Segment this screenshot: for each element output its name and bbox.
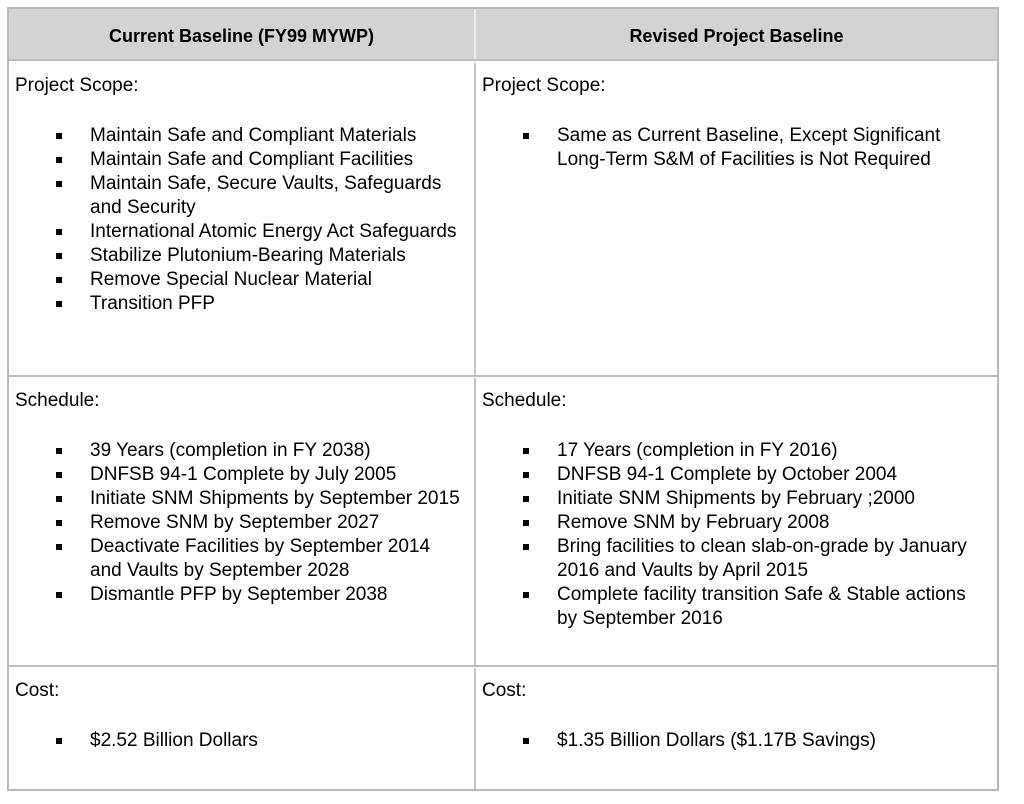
square-bullet-icon: [523, 472, 529, 478]
schedule-row: [9, 378, 997, 667]
revised-cost-label: Cost:: [482, 680, 527, 701]
list-item: [9, 463, 474, 487]
square-bullet-icon: [56, 472, 62, 478]
list-item-text: Same as Current Baseline, Except Significant Long-Term S&M of Facilities is Not Required: [557, 125, 941, 170]
list-item: [476, 463, 997, 487]
list-item-text: Complete facility transition Safe & Stable actions by September 2016: [557, 584, 966, 629]
list-item: [476, 487, 997, 511]
list-item: [9, 220, 474, 244]
list-item: [476, 583, 997, 631]
list-item: [9, 244, 474, 268]
square-bullet-icon: [523, 544, 529, 550]
square-bullet-icon: [56, 229, 62, 235]
square-bullet-icon: [523, 133, 529, 139]
list-item-text: Deactivate Facilities by September 2014 and Vaults by September 2028: [90, 536, 431, 581]
revised-schedule-list: [476, 439, 997, 631]
current-cost-cell: [9, 668, 476, 789]
list-item: [9, 268, 474, 292]
list-item-text: Maintain Safe and Compliant Materials: [90, 125, 417, 146]
list-item-text: $1.35 Billion Dollars ($1.17B Savings): [557, 730, 876, 751]
list-item: [476, 124, 997, 172]
project-scope-row: [9, 63, 997, 377]
square-bullet-icon: [56, 520, 62, 526]
list-item-text: Remove Special Nuclear Material: [90, 269, 372, 290]
square-bullet-icon: [56, 448, 62, 454]
square-bullet-icon: [56, 253, 62, 259]
list-item-text: $2.52 Billion Dollars: [90, 730, 258, 751]
list-item-text: DNFSB 94-1 Complete by October 2004: [557, 464, 898, 485]
current-schedule-list: [9, 439, 474, 607]
square-bullet-icon: [523, 448, 529, 454]
revised-cost-cell: [476, 668, 997, 789]
list-item-text: Maintain Safe, Secure Vaults, Safeguards and Security: [90, 173, 442, 218]
list-item: [9, 148, 474, 172]
list-item: [476, 729, 884, 753]
list-item: [476, 535, 997, 583]
list-item-text: 17 Years (completion in FY 2016): [557, 440, 838, 461]
list-item-text: Dismantle PFP by September 2038: [90, 584, 388, 605]
revised-cost-list: [476, 729, 884, 753]
list-item: [9, 487, 474, 511]
revised-scope-label: Project Scope:: [482, 75, 606, 96]
list-item-text: Remove SNM by February 2008: [557, 512, 830, 533]
square-bullet-icon: [56, 157, 62, 163]
table-header-row: [9, 9, 997, 61]
list-item: [9, 729, 266, 753]
list-item-text: International Atomic Energy Act Safeguards: [90, 221, 457, 242]
list-item: [9, 124, 474, 148]
current-scope-cell: [9, 63, 476, 375]
list-item-text: 39 Years (completion in FY 2038): [90, 440, 371, 461]
square-bullet-icon: [56, 592, 62, 598]
current-scope-label: Project Scope:: [15, 75, 139, 96]
square-bullet-icon: [56, 738, 62, 744]
list-item: [9, 172, 474, 220]
current-cost-label: Cost:: [15, 680, 60, 701]
list-item: [9, 535, 474, 583]
square-bullet-icon: [56, 496, 62, 502]
list-item-text: DNFSB 94-1 Complete by July 2005: [90, 464, 397, 485]
square-bullet-icon: [523, 520, 529, 526]
revised-scope-list: [476, 124, 997, 172]
list-item-text: Initiate SNM Shipments by September 2015: [90, 488, 460, 509]
current-cost-list: [9, 729, 266, 753]
list-item: [476, 439, 997, 463]
list-item-text: Initiate SNM Shipments by February ;2000: [557, 488, 916, 509]
revised-scope-cell: [476, 63, 997, 375]
list-item-text: Bring facilities to clean slab-on-grade by January 2016 and Vaults by April 2015: [557, 536, 967, 581]
list-item-text: Stabilize Plutonium-Bearing Materials: [90, 245, 406, 266]
list-item: [9, 583, 474, 607]
square-bullet-icon: [523, 592, 529, 598]
list-item-text: Remove SNM by September 2027: [90, 512, 380, 533]
list-item: [9, 292, 474, 316]
list-item-text: Transition PFP: [90, 293, 215, 314]
header-current-baseline: Current Baseline (FY99 MYWP): [9, 9, 476, 59]
square-bullet-icon: [56, 277, 62, 283]
revised-schedule-label: Schedule:: [482, 390, 567, 411]
square-bullet-icon: [523, 496, 529, 502]
header-revised-baseline: Revised Project Baseline: [629, 25, 844, 46]
list-item: [9, 439, 474, 463]
list-item: [9, 511, 474, 535]
square-bullet-icon: [56, 133, 62, 139]
current-schedule-label: Schedule:: [15, 390, 100, 411]
list-item-text: Maintain Safe and Compliant Facilities: [90, 149, 414, 170]
square-bullet-icon: [56, 181, 62, 187]
square-bullet-icon: [56, 301, 62, 307]
current-scope-list: [9, 124, 474, 316]
revised-schedule-cell: [476, 378, 997, 665]
square-bullet-icon: [523, 738, 529, 744]
list-item: [476, 511, 997, 535]
square-bullet-icon: [56, 544, 62, 550]
baseline-comparison-table: [7, 7, 999, 791]
current-schedule-cell: [9, 378, 476, 665]
cost-row: [9, 668, 997, 789]
